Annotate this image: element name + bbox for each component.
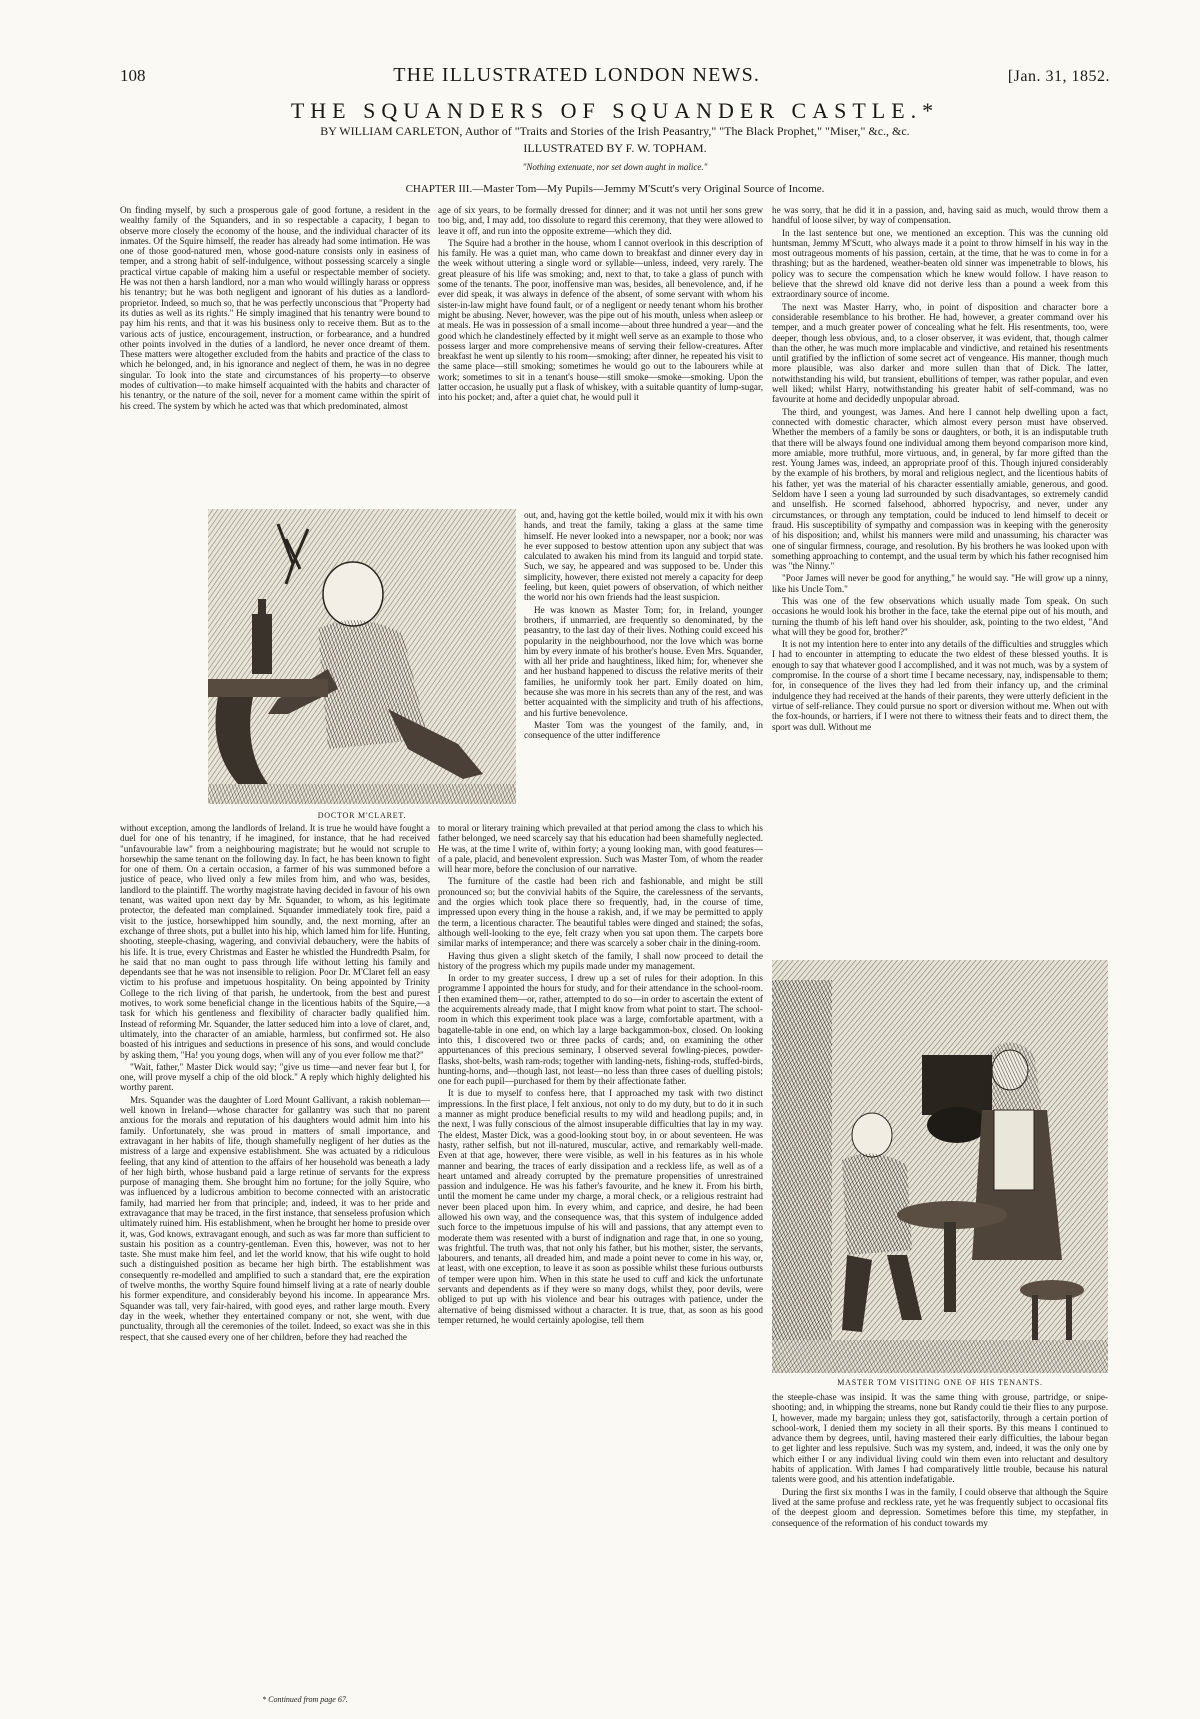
paragraph: Having thus given a slight sketch of the family, I shall now proceed to detail the history of the progress which my pupils made under my management. bbox=[438, 950, 763, 971]
continuation-footnote: * Continued from page 67. bbox=[262, 1695, 348, 1704]
paragraph: The Squire had a brother in the house, whom I cannot overlook in this description of his family. He was a quiet man, who came down to breakfast and dinner every day in the week without uttering a single word or syllable—unless, indeed, very rarely. The great pleasure of his life was smoking; and, next to that, to take a glass of punch with some of the tenants. The poor, inoffensive man was, besides, all benevolence, and, if he ever did speak, it was always in defence of the absent, of some servant with whom his sister-in-law might have found fault, or of a negligent or needy tenant whom his brother might be abusing. Never, however, was the pipe out of his mouth, unless when asleep or at meals. He was in possession of a small income—about three hundred a year—and the good which he clandestinely effected by it might well serve as an example to those who possess larger and more comprehensive means of serving their fellow-creatures. After breakfast he went up silently to his room—smoking; after dinner, he repeated his visit to the same place—still smoking; sometimes he would go out to the labourers while at work; sometimes to sit in a tenant's house—still smoke—smoke—smoking. Upon the latter occasion, he usually put a flask of whiskey, with a suitable quantity of lump-sugar, into his pocket; and, after a quiet chat, he would pull it bbox=[438, 237, 763, 403]
paragraph: The third, and youngest, was James. And here I cannot help dwelling upon a fact, connected with domestic character, which almost every person must have observed. Whether the members of a family be sons or daughters, or both, it is an indisputable truth that there will be always found one individual among them beyond comparison more kind, more amiable, more truthful, more virtuous, and, in general, by far more gifted than the rest. Young James was, indeed, an appropriate proof of this. Though injured considerably by the example of his brothers, by moral and religious neglect, and the licentious habits of his father, yet was the material of his character essentially amiable, generous, and good. Seldom have I seen a young lad surrounded by such disadvantages, so extremely candid and unselfish. He scorned falsehood, abhorred hypocrisy, and never, under any circumstances, or through any temptation, could be induced to lend himself to deceit or fraud. His susceptibility of sympathy and compassion was in keeping with the generosity of his disposition; and, whilst his manners were mild and unassuming, his character was one of singular firmness, courage, and resolution. By his brothers he was looked upon with something approaching to contempt, and the usual term by which his father recognised him was "the Ninny." bbox=[772, 406, 1108, 572]
paragraph: In the last sentence but one, we mentioned an exception. This was the cunning old huntsman, Jemmy M'Scutt, who always made it a point to throw himself in his way in the most outrageous moments of his passion, certain, at the time, that he was to come in for a thrashing; but as the hardened, weather-beaten old sinner was impenetrable to blows, his policy was to secure the compensation which he knew would follow. I have reason to believe that the shrewd old knave did not derive less than a pound a week from this extraordinary source of income. bbox=[772, 227, 1108, 300]
paragraph: In order to my greater success, I drew up a set of rules for their adoption. In this programme I appointed the hours for study, and for their attendance in the school-room. I then examined them—or, rather, attempted to do so—in order to ascertain the extent of the acquirements already made, that I might know from what point to start. The school-room in which this experiment took place was a large, comfortable apartment, with a bagatelle-table in one end, on which lay a large backgammon-box, closed. On looking into this, I discovered two or three packs of cards; and, on examining the other appurtenances of this precious seminary, I observed several fowling-pieces, powder-flasks, shot-belts, wash ram-rods; together with landing-nets, fishing-rods, stuffed-birds, hunting-horns, and—though last, not least—no less than three cases of duelling pistols; one for each pupil—purchased for them by their affectionate father. bbox=[438, 973, 763, 1087]
article-byline: BY WILLIAM CARLETON, Author of "Traits and Stories of the Irish Peasantry," "The Black Prophet," "Miser," &c., &c. bbox=[320, 124, 910, 138]
doctor-mclaret-engraving bbox=[208, 509, 516, 804]
paragraph: It is due to myself to confess here, that I approached my task with two distinct impressions. In the first place, I felt anxious, not only to do my duty, but to do it in such a manner as might produce beneficial results to my wild and headlong pupils; and, in the next, I was fully conscious of the almost insuperable difficulties that lay in my way. The eldest, Master Dick, was a good-looking stout boy, in or about seventeen. He was hasty, rather selfish, but not ill-natured, muscular, active, and remarkably well-made. Even at that age, however, there were visible, as well in his features as in his whole manner and bearing, the traces of early dissipation and a reckless life, as well as of a heart untamed and already corrupted by the premature propensities of unrestrained passion and indulgence. He was his father's favourite, and he knew it. From his birth, until the moment he came under my charge, a moral check, or a religious restraint had never been placed upon him. In every whim, and caprice, and desire, he had been allowed his own way, and the consequence was, that this system of indulgence added such force to the impetuous impulse of his will and passions, that any attempt even to moderate them was resented with a burst of indignation and rage that, in one so young, was frightful. The truth was, that not only his father, but his mother, sister, the servants, labourers, and tenants, all dreaded him, and made a point never to come in his way, or, at least, with one exception, to leave it as soon as possible whilst these furious outbursts of temper were upon him. When in this state he used to cuff and kick the unfortunate servants and dependents as if they were so many dogs, whilst they, poor devils, were obliged to put up with his violence and bear his outrages with patience, under the alternative of being dismissed without a character. It is true, that, as soon as his good temper returned, he would certainly apologise, tell them bbox=[438, 1088, 763, 1325]
newspaper-title: THE ILLUSTRATED LONDON NEWS. bbox=[393, 64, 761, 86]
masthead bbox=[120, 64, 1110, 86]
paragraph: the steeple-chase was insipid. It was the same thing with grouse, partridge, or snipe-shooting; and, in whipping the streams, none but Randy could tie their flies to any purpose. I, however, made my bargain; unless they got, satisfactorily, through a certain portion of school-work, I denied them my society in all their sports. By this means I continued to advance them by degrees, until, having mastered their early difficulties, the labour began to get lighter and less repulsive. Such was my system, and, indeed, it was the only one by which either I or any individual living could win them even into reluctant and desultory habits of application. With James I had comparatively little trouble, because his natural talents were good, and his attention indefatigable. bbox=[772, 1392, 1108, 1485]
column-3-bottom bbox=[772, 1392, 1108, 1710]
paragraph: to moral or literary training which prevailed at that period among the class to which his father belonged, we need scarcely say that his education had been shamefully neglected. He was, at the time I write of, within forty; a young looking man, with good features—of a pale, placid, and benevolent expression. Such was Master Tom, of whom the reader will hear more, before the conclusion of our narrative. bbox=[438, 823, 763, 875]
paragraph: Master Tom was the youngest of the family, and, in consequence of the utter indifference bbox=[524, 719, 763, 741]
column-2-top bbox=[438, 205, 763, 510]
paragraph: He was known as Master Tom; for, in Ireland, younger brothers, if unmarried, are frequently so denominated, by the peasantry, to the last day of their lives. Nothing could exceed his popularity in the neighbourhood, nor the love which was borne him by every inmate of his brother's house. Even Mrs. Squander, with all her pride and haughtiness, liked him; for, whenever she and her husband happened to discuss the relative merits of their families, he uniformly took her part. Emily doated on him, because she was more in his secrets than any of the rest, and was better acquainted with the simplicity and truth of his affections, and his furtive benevolence. bbox=[524, 604, 763, 718]
issue-date: [Jan. 31, 1852. bbox=[1007, 68, 1110, 85]
doctor-caption: DOCTOR M'CLARET. bbox=[317, 811, 407, 820]
paragraph: Mrs. Squander was the daughter of Lord Mount Gallivant, a rakish nobleman—well known in Ireland—whose character for gallantry was such that no parent anxious for the morals and reputation of his daughters would admit him into his family. Unfortunately, she was proud in matters of small importance, and extravagant in her habits of life, though shamefully negligent of her duties as the mistress of a large and expensive establishment. She was actuated by a ridiculous feeling, that any kind of attention to the affairs of her household was beneath a lady of her high birth, whose husband paid a large retinue of servants for the express purpose of managing them. She brought him no fortune; for the jolly Squire, who was influenced by a ludicrous ambition to become connected with an aristocratic family, had married her from that principle; and, indeed, it was to her pride and extravagance that may be traced, in the first instance, that senseless profusion which ultimately ruined him. His establishment, when he brought her home to preside over it, was, God knows, extravagant enough, and such as was far more than sufficient to sustain his position as a country-gentleman. Even this, however, was not to her taste. She must make him feel, and let the world know, that his wife ought to hold such a distinguished position as became her high birth. The establishment was consequently re-modelled and amplified to such a standard that, ere the expiration of twelve months, the worthy Squire found himself living at a rate of nearly double his former expenditure, and considerably beyond his income. In appearance Mrs. Squander was tall, very fair-haired, with good eyes, and rather large mouth. Every day in the week, whether they entertained company or not, she went, with due punctuality, through all the ceremonies of the toilet. Indeed, so exact was she in this respect, that she caused every one of her children, before they had reached the bbox=[120, 1094, 430, 1342]
paragraph: he was sorry, that he did it in a passion, and, having said as much, would throw them a handful of loose silver, by way of compensation. bbox=[772, 205, 1108, 226]
master-tom-engraving bbox=[772, 960, 1108, 1373]
tom-caption: MASTER TOM VISITING ONE OF HIS TENANTS. bbox=[837, 1378, 1043, 1387]
column-3-top bbox=[772, 205, 1108, 957]
paragraph: The furniture of the castle had been rich and fashionable, and might be still pronounced so; but the convivial habits of the Squire, the carelessness of the servants, and the orgies which took place there so frequently, had, in the course of time, impressed upon every thing in the house a rakish, and, if we may be permitted to apply the term, a licentious character. The beautiful tables were dinged and stained; the sofas, although well-looking to the eye, felt crazy when you sat upon them. The carpets bore similar marks of intemperance; and there was scarcely a sober chair in the dining-room. bbox=[438, 876, 763, 949]
paragraph: age of six years, to be formally dressed for dinner; and it was not until her sons grew too big, and, I may add, too dissolute to regard this ceremony, that they were allowed to leave it off, and run into the opposite extreme—which they did. bbox=[438, 205, 763, 236]
paragraph: This was one of the few observations which usually made Tom speak. On such occasions he would look his brother in the face, take the eternal pipe out of his mouth, and turning the thumb of his left hand over his shoulder, ask, pointing to the two eldest, "And what will they be good for, brother?" bbox=[772, 595, 1108, 637]
paragraph: "Wait, father," Master Dick would say; "give us time—and never fear but I, for one, will prove myself a chip of the old block." A reply which highly delighted his worthy parent. bbox=[120, 1061, 430, 1093]
article-headline: THE SQUANDERS OF SQUANDER CASTLE.* bbox=[290, 98, 940, 123]
paragraph: "Poor James will never be good for anything," he would say. "He will grow up a ninny, like his Uncle Tom." bbox=[772, 573, 1108, 594]
column-1-bottom bbox=[120, 823, 430, 1689]
column-2-bottom bbox=[438, 823, 763, 1709]
column-1-top bbox=[120, 205, 430, 508]
chapter-heading: CHAPTER III.—Master Tom—My Pupils—Jemmy M'Scutt's very Original Source of Income. bbox=[405, 183, 825, 195]
paragraph: The next was Master Harry, who, in point of disposition and character bore a considerable resemblance to his brother. He had, however, a greater command over his temper, and a much greater power of concealing what he felt. His resentments, too, were deeper, though less obvious, and, to a closer observer, it was evident, that, though calmer than the other, he was much more implacable and vindictive, and retained his resentments until gratified by the infliction of some secret act of vengeance. His manner, though much more plausible, was also darker and more sullen than that of Dick. The latter, notwithstanding his wild, but transient, ebullitions of temper, was rather popular, and even well liked; whilst Harry, notwithstanding his greater habit of self-command, was no favourite at home and decidedly unpopular abroad. bbox=[772, 301, 1108, 405]
paragraph: It is not my intention here to enter into any details of the difficulties and struggles which I had to encounter in attempting to educate the two eldest of these blessed youths. It is enough to say that whatever good I accomplished, and it was not much, was by a system of compromise. In the course of a short time I became necessary, nay, indispensable to them; for, in consequence of the lives they had led from their infancy up, and the criminal indulgence they had received at the hands of their parents, they were utterly deficient in the virtue of self-reliance. They could pursue no sport or diversion without me. When out with the fox-hounds, or harriers, if I were not there to witness their feats and to direct them, the sport was dull. Without me bbox=[772, 639, 1108, 732]
column-2-right bbox=[524, 510, 763, 815]
page-number: 108 bbox=[120, 66, 146, 85]
illustrator-credit: ILLUSTRATED BY F. W. TOPHAM. bbox=[523, 141, 707, 155]
paragraph: On finding myself, by such a prosperous gale of good fortune, a resident in the wealthy family of the Squanders, and in so respectable a capacity, I began to observe more closely the economy of the house, and the individual character of its inmates. Of the Squire himself, the reader has already had some intimation. He was one of those good-natured men, whose good-nature consists only in easiness of temper, and a strong habit of self-indulgence, without possessing scarcely a single practical virtue capable of making him a useful or respectable member of society. He was not then a harsh landlord, nor a man who would willingly harass or oppress his tenantry; but he was both negligent and ignorant of his duties as a landlord-proprietor. Indeed, so much so, that he was perfectly unconscious that "Property had its duties as well as its rights." He simply imagined that his tenantry were bound to pay him his rents, and that it was his business only to receive them. But as to the various acts of justice, encouragement, instruction, or forbearance, and a hundred other points involved in the duties of a landlord, he never once dreamt of them. These matters were altogether excluded from the habits and practice of the class to which he belonged, and, in his ignorance and neglect of them, he was in no degree singular. To look into the state and circumstances of his property—to observe modes of cultivation—to make himself acquainted with the habits and character of his tenantry, or the nature of the soil, never for a moment came within the spirit of his creed. The system by which he acted was that which predominated, almost bbox=[120, 205, 430, 411]
paragraph: without exception, among the landlords of Ireland. It is true he would have fought a duel for one of his tenantry, if he imagined, for instance, that he had received "unfavourable law" from a neighbouring magistrate; but he would not scruple to horsewhip the same tenant on the following day. In fact, he has been known to fight for one of them. On a certain occasion, a farmer of his was summoned before a justice of peace, who lived only a few miles from him, and who was, besides, landlord to the plaintiff. The worthy magistrate having decided in favour of his own tenant, was waited upon next day by Mr. Squander, to whom, as his legitimate protector, the defeated man complained. Squander immediately took fire, paid a visit to the justice, horsewhipped him soundly, and, the next morning, after an exchange of three shots, put a bullet into his hip, which lamed him for life. Hunting, shooting, steeple-chasing, wagering, and convivial debauchery, were the habits of his life. It is true, every Christmas and Easter he whistled the Hundredth Psalm, for he said that no man ought to pass through life without letting his family and dependants see that he was not insensible to religion. Poor Dr. M'Claret fell an easy victim to his profuse and impetuous hospitality. On being appointed by Trinity College to the rich living of that parish, he undertook, from the best and purest motives, to work some beneficial change in the licentious habits of the Squire,—a task for which his gentleness and flexibility of character badly qualified him. Instead of reforming Mr. Squander, the latter seduced him into a love of claret, and, ultimately, into the character of an amiable, harmless, but confirmed sot. He also boasted of his intrigues and seductions in presence of his sons, and would conclude by asking them, "Ha! you young dogs, when will any of you ever follow me that?" bbox=[120, 823, 430, 1060]
paragraph: During the first six months I was in the family, I could observe that although the Squire lived at the same profuse and reckless rate, yet he was frequently subject to occasional fits of the deepest gloom and depression. Sometimes before this time, my stepfather, in consequence of the reformation of his conduct towards my bbox=[772, 1486, 1108, 1528]
paragraph: out, and, having got the kettle boiled, would mix it with his own hands, and treat the family, taking a glass at the same time himself. He never looked into a newspaper, nor a book; nor was he ever supposed to bestow attention upon any subject that was calculated to awaken his mind from its languid and torpid state. Such, we say, he appeared and was supposed to be. Under this simplicity, however, there existed not merely a capacity for deep feeling, but keen, quiet powers of observation, of which neither the world nor his own friends had the least suspicion. bbox=[524, 510, 763, 603]
epigraph: "Nothing extenuate, nor set down aught in malice." bbox=[522, 162, 708, 172]
